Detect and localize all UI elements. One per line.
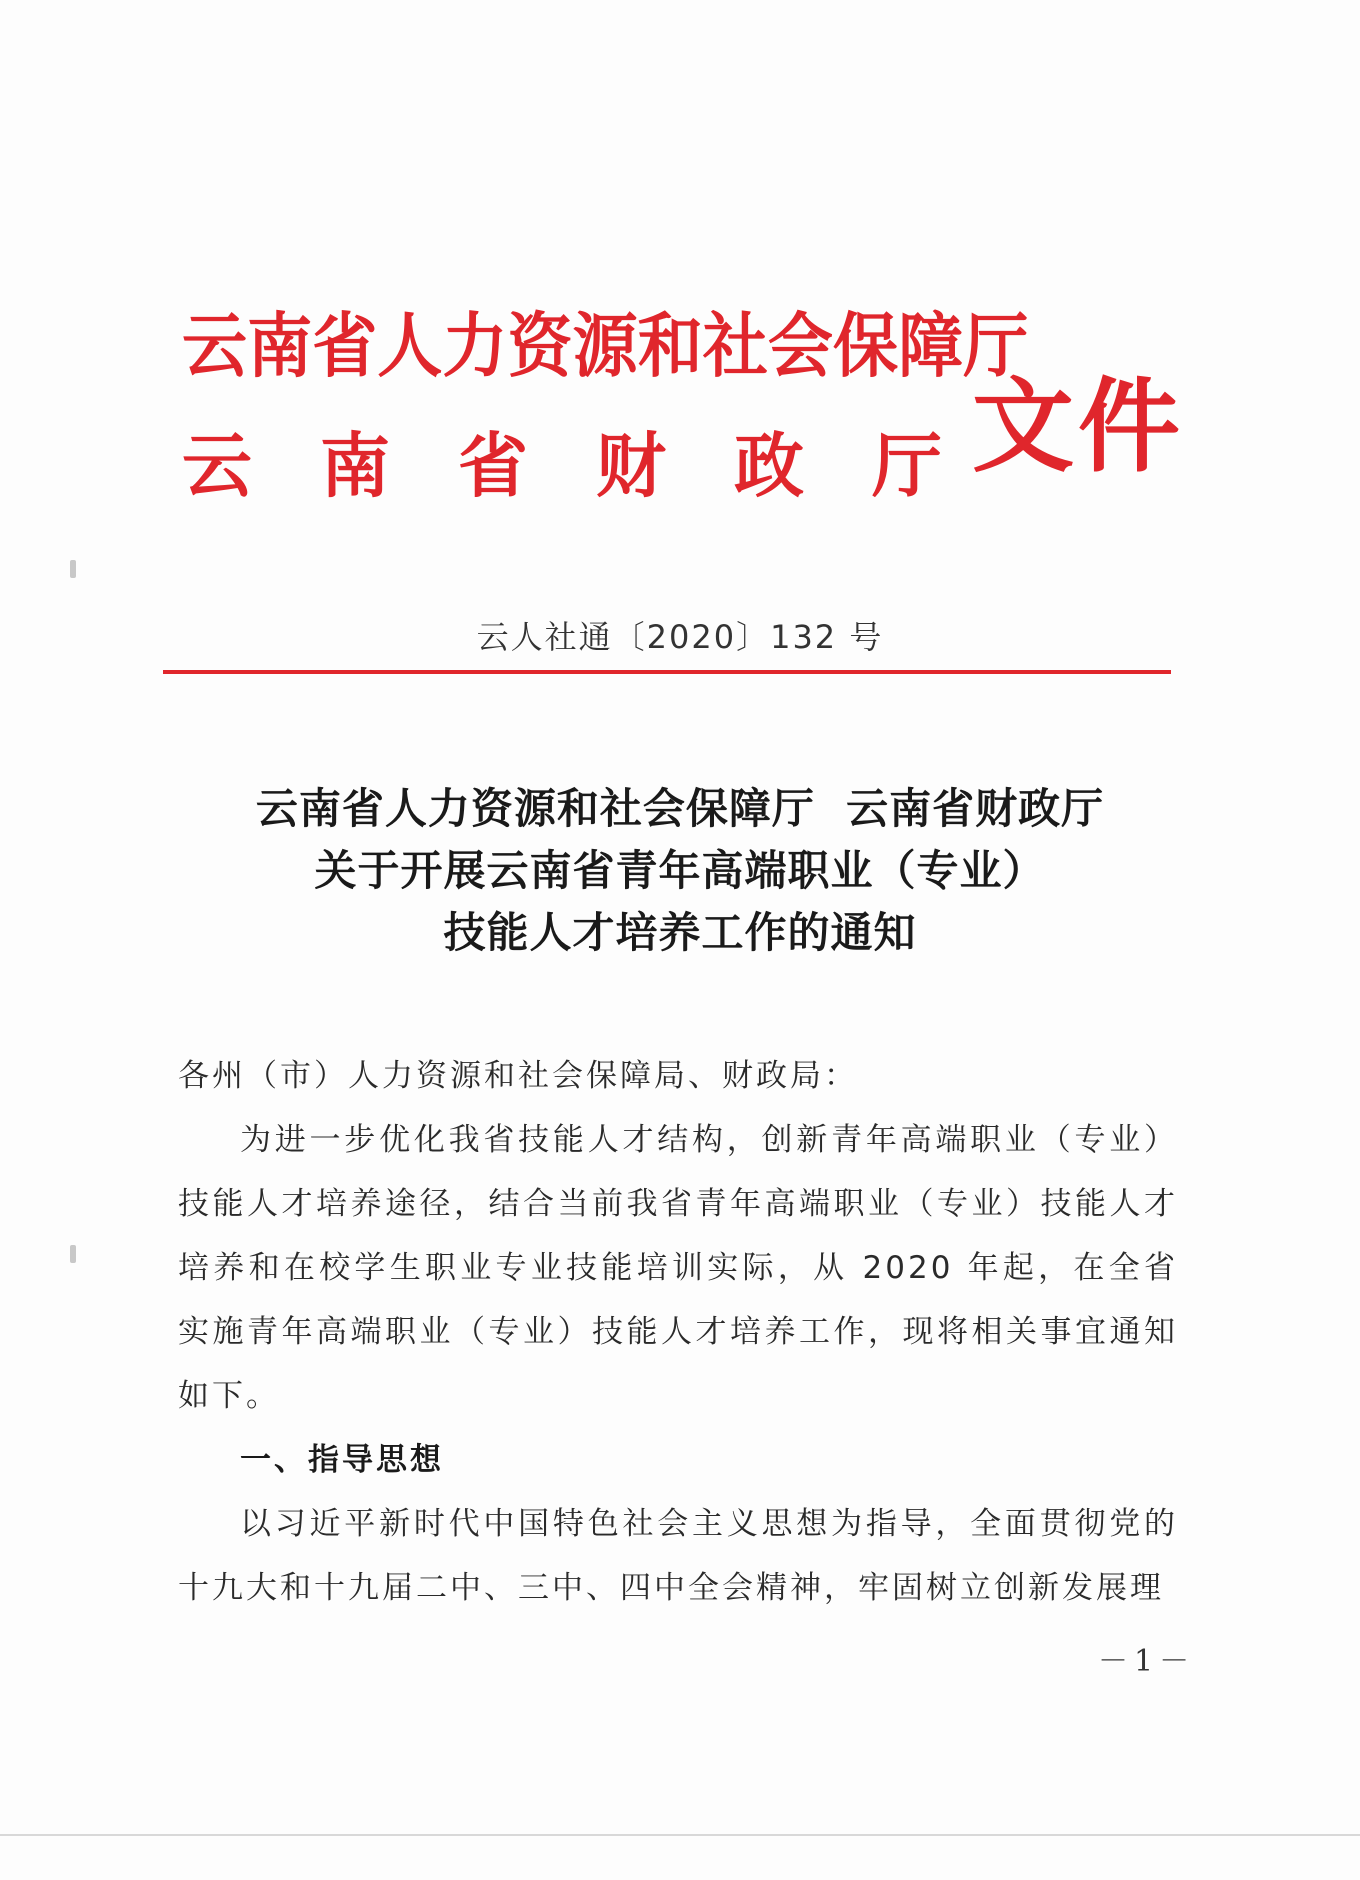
- document-number: 云人社通〔2020〕132 号: [476, 618, 884, 656]
- issuer-name-hrss: 云南省人力资源和社会保障厅: [182, 304, 1029, 387]
- issuer-char: 财: [596, 424, 666, 507]
- scan-bottom-edge: [0, 1834, 1360, 1836]
- title-line-2: 关于开展云南省青年高端职业（专业）: [314, 846, 1046, 895]
- document-type-word: 文件: [972, 367, 1184, 487]
- scan-artifact-mark: [70, 1245, 76, 1263]
- issuer-char: 省: [458, 424, 528, 507]
- document-title: [0, 778, 1360, 964]
- body-paragraph: 为进一步优化我省技能人才结构，创新青年高端职业（专业）技能人才培养途径，结合当前我省青年高端职业（专业）技能人才培养和在校学生职业专业技能培训实际，从 2020 年起，在全省实施青年高端职业（专业）技能人才培养工作，现将相关事宜通知如下。: [178, 1122, 1178, 1414]
- letterhead-divider: [163, 670, 1171, 674]
- issuer-char: 厅: [872, 424, 942, 507]
- issuer-name-finance: [182, 410, 942, 511]
- issuer-char: 云: [182, 424, 252, 507]
- scan-artifact-mark: [70, 560, 76, 578]
- issuer-char: 政: [734, 424, 804, 507]
- document-body: [178, 1044, 1178, 1620]
- section-heading: 一、指导思想: [240, 1442, 444, 1478]
- title-line-3: 技能人才培养工作的通知: [443, 908, 917, 957]
- title-line-1: 云南省人力资源和社会保障厅 云南省财政厅: [255, 784, 1105, 833]
- body-paragraph: 以习近平新时代中国特色社会主义思想为指导，全面贯彻党的十九大和十九届二中、三中、四中全会精神，牢固树立创新发展理: [178, 1506, 1178, 1606]
- page-number: －1－: [1098, 1644, 1196, 1679]
- salutation: 各州（市）人力资源和社会保障局、财政局：: [178, 1058, 858, 1094]
- issuer-char: 南: [320, 424, 390, 507]
